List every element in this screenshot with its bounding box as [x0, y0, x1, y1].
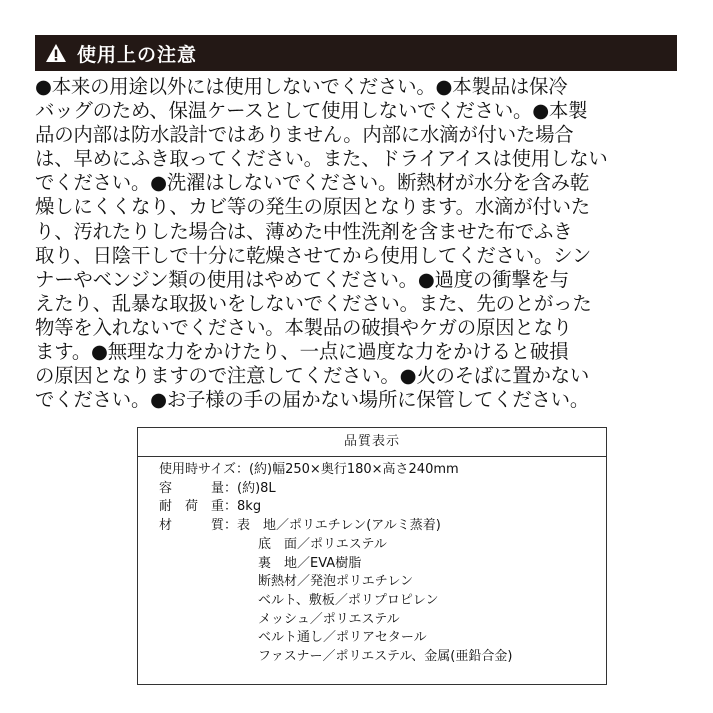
material-value: ポリプロピレン [347, 592, 439, 608]
material-value: ポリアセタール [336, 630, 427, 646]
warning-triangle-icon [45, 43, 67, 63]
material-sep: ／ [322, 649, 336, 665]
caution-title: 使用上の注意 [77, 43, 198, 66]
material-value: EVA樹脂 [310, 555, 362, 571]
caution-line: 品の内部は防水設計ではありません。内部に水滴が付いた場合 [35, 123, 574, 147]
material-sep: ／ [297, 536, 311, 552]
spec-rows [159, 461, 512, 667]
material-value: ポリエチレン(アルミ蒸着) [289, 518, 441, 534]
material-row [159, 555, 512, 574]
material-part: 底 面 [258, 536, 298, 552]
caution-line: り、汚れたりした場合は、薄めた中性洗剤を含ませた布でふき [35, 219, 573, 243]
material-part: 断熱材 [258, 574, 298, 590]
material-sep: ／ [297, 555, 311, 571]
caution-line: ナーやベンジン類の使用はやめてください。●過度の衝撃を与 [35, 267, 569, 291]
material-part: 裏 地 [258, 555, 298, 571]
material-row [159, 648, 512, 667]
caution-line: 物等を入れないでください。本製品の破損やケガの原因となり [35, 315, 572, 339]
material-sep: ／ [334, 592, 348, 608]
spec-capacity-value: (約)8L [237, 480, 276, 496]
material-row [159, 536, 512, 555]
caution-line: ます。●無理な力をかけたり、一点に過度な力をかけると破損 [35, 340, 569, 364]
material-value: ポリエステル [322, 611, 400, 627]
caution-line: バッグのため、保温ケースとして使用しないでください。●本製 [35, 99, 588, 123]
material-value: ポリエステル、金属(亜鉛合金) [335, 649, 513, 665]
caution-text [35, 75, 680, 412]
material-value: ポリエステル [310, 536, 387, 552]
material-part: ベルト、敷板 [258, 592, 335, 608]
spec-capacity-label: 容 量： [159, 480, 238, 496]
material-sep: ／ [309, 611, 323, 627]
spec-row-size [159, 461, 512, 480]
material-sep: ／ [323, 630, 337, 646]
quality-label-title: 品質表示 [138, 428, 606, 457]
material-row [159, 629, 512, 648]
caution-line: えたり、乱暴な取扱いをしないでください。また、先のとがった [35, 291, 592, 315]
spec-size-label: 使用時サイズ： [159, 462, 249, 477]
quality-label-box [137, 427, 607, 685]
caution-line: でください。●洗濯はしないでください。断熱材が水分を含み乾 [35, 171, 590, 195]
material-part: 表 地 [237, 518, 277, 534]
material-part: メッシュ [258, 611, 310, 627]
material-sep: ／ [276, 518, 290, 534]
spec-load-label: 耐 荷 重： [159, 499, 238, 515]
spec-row-load [159, 498, 512, 517]
caution-line: 取り、日陰干しで十分に乾燥させてから使用してください。シン [35, 243, 592, 267]
material-part: ファスナー [258, 649, 323, 665]
caution-line: の原因となりますので注意してください。●火のそばに置かない [35, 364, 590, 388]
spec-row-capacity [159, 480, 512, 499]
material-part: ベルト通し [258, 630, 324, 646]
caution-line: ●本来の用途以外には使用しないでください。●本製品は保冷 [35, 75, 568, 98]
material-sep: ／ [297, 574, 311, 590]
spec-material-label: 材 質： [159, 518, 238, 534]
material-value: 発泡ポリエチレン [310, 574, 414, 590]
caution-header [35, 35, 677, 71]
spec-size-value: (約)幅250×奥行180×高さ240mm [248, 462, 459, 477]
caution-line: でください。●お子様の手の届かない場所に保管してください。 [35, 388, 590, 412]
material-row [159, 592, 512, 611]
material-row [159, 573, 512, 592]
spec-load-value: 8kg [237, 499, 262, 515]
material-row [159, 611, 512, 630]
caution-line: 燥しにくくなり、カビ等の発生の原因となります。水滴が付いた [35, 195, 590, 219]
spec-row-material [159, 517, 512, 536]
caution-line: は、早めにふき取ってください。また、ドライアイスは使用しない [35, 147, 608, 171]
